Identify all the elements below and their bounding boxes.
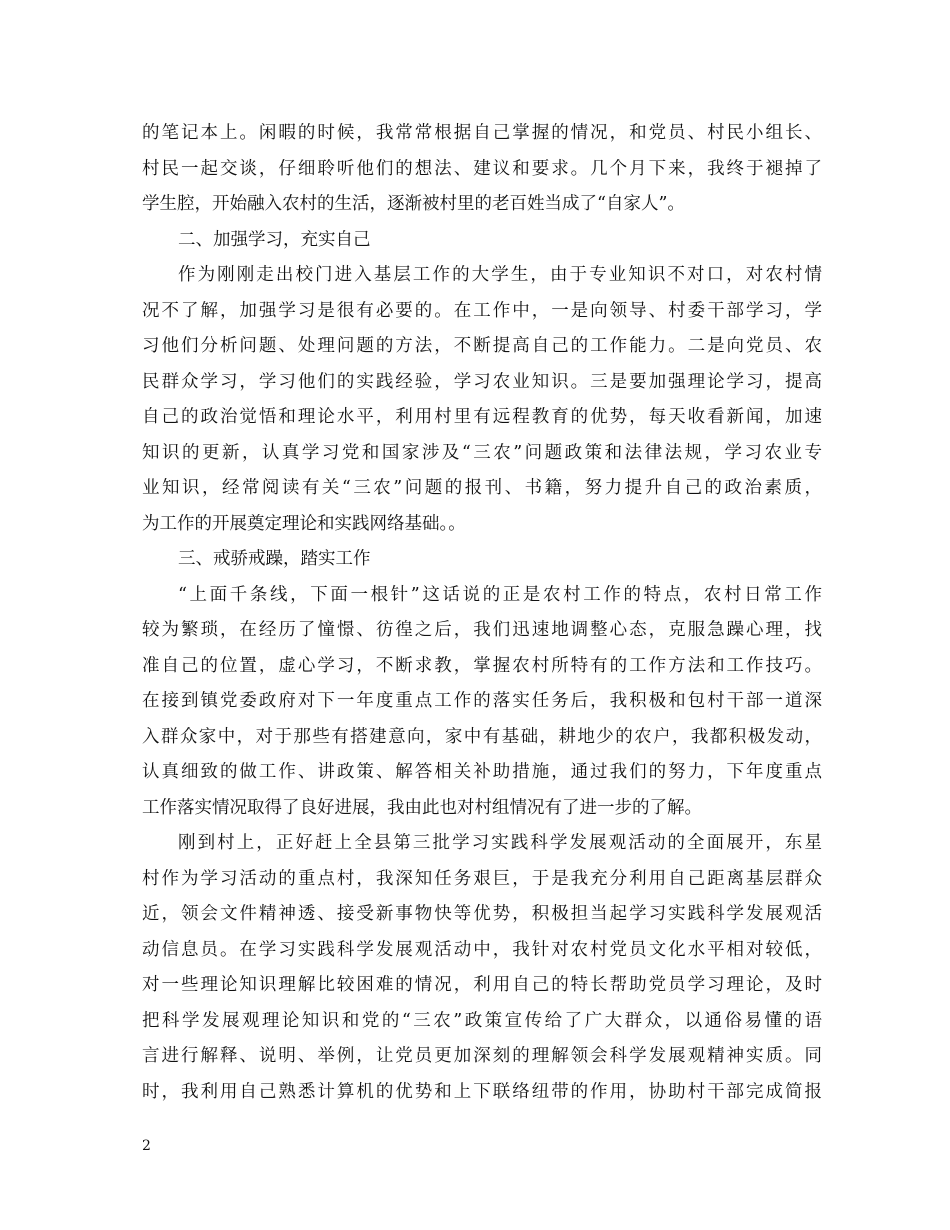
- text-line: 为工作的开展奠定理论和实践网络基础。。: [142, 513, 466, 534]
- text-line: 入群众家中，对于那些有搭建意向，家中有基础，耕地少的农户，我都积极发动，: [142, 726, 822, 747]
- section-heading: 二、加强学习，充实自己: [178, 229, 371, 250]
- text-line: 把科学发展观理论知识和党的“三农”政策宣传给了广大群众，以通俗易懂的语: [142, 1010, 822, 1031]
- text-line: 村民一起交谈，仔细聆听他们的想法、建议和要求。几个月下来，我终于褪掉了: [142, 158, 822, 179]
- text-line: 习他们分析问题、处理问题的方法，不断提高自己的工作能力。二是向党员、农: [142, 336, 822, 356]
- paragraph-first-line: 刚到村上，正好赶上全县第三批学习实践科学发展观活动的全面展开，东星: [178, 833, 822, 853]
- text-line: 对一些理论知识理解比较困难的情况，利用自己的特长帮助党员学习理论，及时: [142, 975, 822, 995]
- text-line: 自己的政治觉悟和理论水平，利用村里有远程教育的优势，每天收看新闻，加速: [142, 407, 822, 427]
- text-line: 在接到镇党委政府对下一年度重点工作的落实任务后，我积极和包村干部一道深: [142, 691, 822, 711]
- document-body: [142, 116, 822, 1110]
- section-heading: 三、戒骄戒躁，踏实工作: [178, 549, 371, 569]
- page-number: 2: [142, 1138, 151, 1154]
- paragraph-first-line: 作为刚刚走出校门进入基层工作的大学生，由于专业知识不对口，对农村情: [178, 265, 822, 285]
- text-line: 民群众学习，学习他们的实践经验，学习农业知识。三是要加强理论学习，提高: [142, 371, 822, 392]
- text-line: 近，领会文件精神透、接受新事物快等优势，积极担当起学习实践科学发展观活: [142, 904, 822, 924]
- text-line: 工作落实情况取得了良好进展，我由此也对村组情况有了进一步的了解。: [142, 797, 702, 818]
- text-line: 准自己的位置，虚心学习，不断求教，掌握农村所特有的工作方法和工作技巧。: [142, 655, 822, 676]
- text-line: 较为繁琐，在经历了憧憬、彷徨之后，我们迅速地调整心态，克服急躁心理，找: [142, 620, 822, 640]
- text-line: 言进行解释、说明、举例，让党员更加深刻的理解领会科学发展观精神实质。同: [142, 1046, 822, 1066]
- text-line: 认真细致的做工作、讲政策、解答相关补助措施，通过我们的努力，下年度重点: [142, 762, 822, 782]
- text-line: 学生腔，开始融入农村的生活，逐渐被村里的老百姓当成了“自家人”。: [142, 194, 685, 214]
- text-line: 村作为学习活动的重点村，我深知任务艰巨，于是我充分利用自己距离基层群众: [142, 868, 822, 889]
- text-line: 况不了解，加强学习是很有必要的。在工作中，一是向领导、村委干部学习，学: [142, 300, 822, 321]
- text-line: 业知识，经常阅读有关“三农”问题的报刊、书籍，努力提升自己的政治素质，: [142, 478, 822, 498]
- text-line: 时，我利用自己熟悉计算机的优势和上下联络纽带的作用，协助村干部完成简报: [142, 1081, 822, 1102]
- text-line: 动信息员。在学习实践科学发展观活动中，我针对农村党员文化水平相对较低，: [142, 939, 822, 960]
- text-line: 知识的更新，认真学习党和国家涉及“三农”问题政策和法律法规，学习农业专: [142, 442, 822, 463]
- paragraph-first-line: “上面千条线，下面一根针”这话说的正是农村工作的特点，农村日常工作: [178, 584, 822, 605]
- text-line: 的笔记本上。闲暇的时候，我常常根据自己掌握的情况，和党员、村民小组长、: [142, 123, 822, 143]
